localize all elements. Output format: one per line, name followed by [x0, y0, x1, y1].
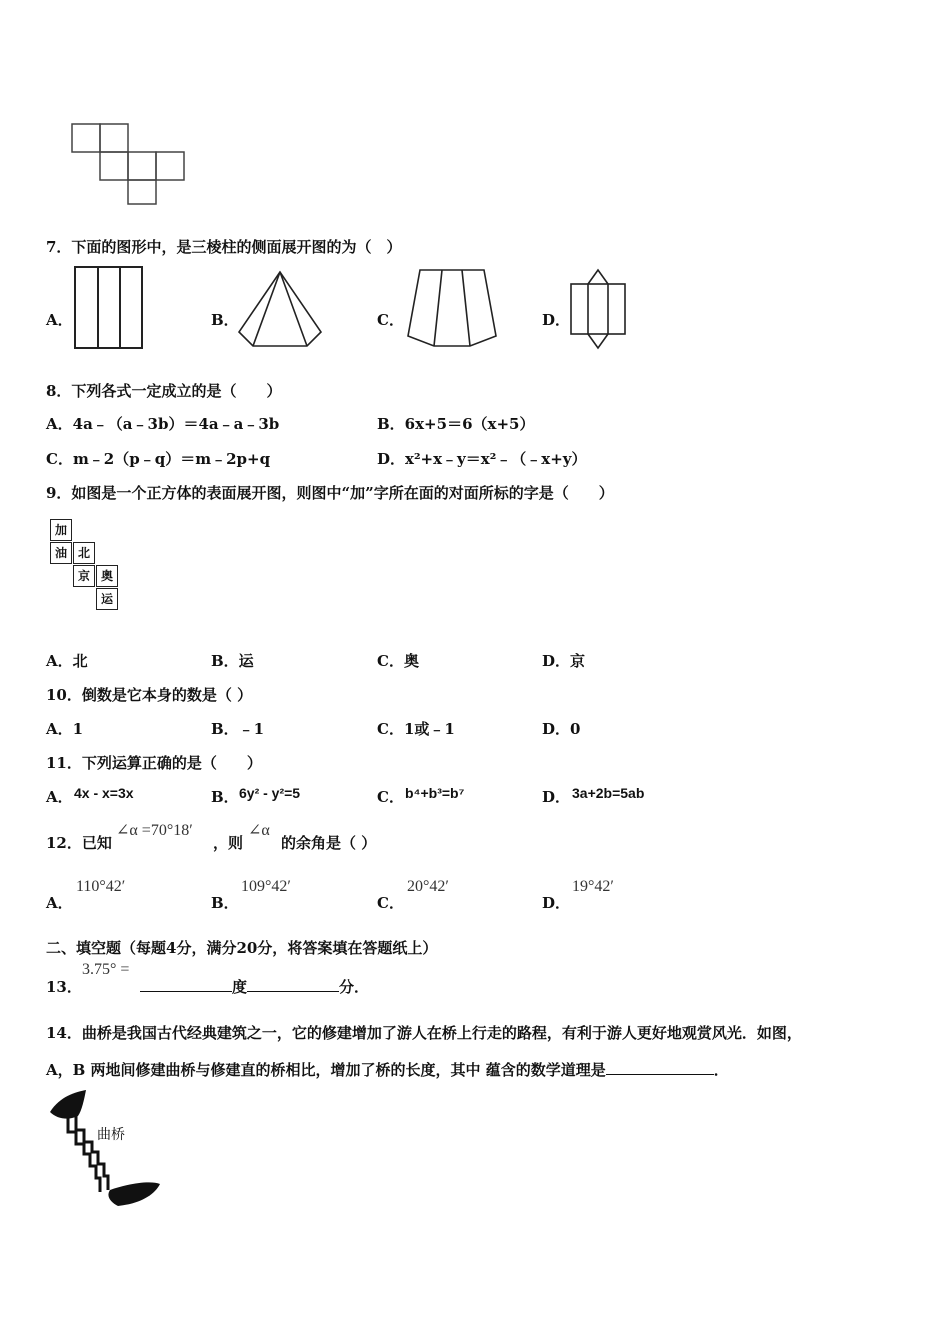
q7-option-c: C． — [377, 311, 404, 329]
q8-stem: 8．下列各式一定成立的是（ ） — [46, 382, 282, 400]
q12-option-d-value: 19°42′ — [572, 878, 614, 895]
q8-option-d: D．x²+x﹣y＝x²﹣（﹣x+y） — [377, 450, 587, 468]
q14-end-mark: ． — [713, 1061, 729, 1079]
q11-option-a: 4x - x=3x — [74, 785, 134, 801]
q14-line-2-text: A，B 两地间修建曲桥与修建直的桥相比，增加了桥的长度，其中 蕴含的数学道理是 — [46, 1061, 606, 1079]
q12-option-a-label: A． — [46, 894, 73, 912]
q8-option-b: B．6x+5＝6（x+5） — [377, 415, 535, 433]
q12-stem-a: 12．已知 — [46, 834, 112, 852]
q7-figure-c — [406, 268, 498, 350]
q7-stem: 7．下面的图形中，是三棱柱的侧面展开图的为（ ） — [46, 238, 402, 256]
q14-line-1: 14．曲桥是我国古代经典建筑之一，它的修建增加了游人在桥上行走的路程，有利于游人更好地观赏风光．如图， — [46, 1024, 802, 1042]
q12-option-b-value: 109°42′ — [241, 878, 291, 895]
q11-stem: 11．下列运算正确的是（ ） — [46, 754, 262, 772]
q12-option-c-label: C． — [377, 894, 404, 912]
net-cell-jia: 加 — [50, 519, 72, 541]
q12-option-d-label: D． — [542, 894, 571, 912]
q11-option-d: 3a+2b=5ab — [572, 785, 645, 801]
q13-expr: 3.75° = — [82, 961, 130, 978]
q10-option-c: C．1或﹣1 — [377, 720, 455, 738]
q10-option-b: B．﹣1 — [211, 720, 265, 738]
q11-option-a-label: A． — [46, 788, 73, 806]
q7-figure-a — [74, 266, 144, 350]
q9-stem: 9．如图是一个正方体的表面展开图，则图中“加”字所在面的对面所标的字是（ ） — [46, 484, 614, 502]
q13-blank-minute[interactable] — [247, 977, 339, 992]
q14-answer-blank[interactable] — [606, 1060, 714, 1075]
q12-stem-b: ，则 — [213, 834, 244, 852]
q7-option-d: D． — [542, 311, 571, 329]
q9-option-a: A．北 — [46, 652, 88, 670]
q12-option-a-value: 110°42′ — [76, 878, 126, 895]
q11-option-b-label: B． — [211, 788, 239, 806]
q13-number: 13． — [46, 978, 82, 996]
q12-option-b-label: B． — [211, 894, 239, 912]
q12-angle-symbol: ∠α — [248, 822, 270, 839]
q7-figure-b — [237, 270, 323, 350]
q10-option-d: D．0 — [542, 720, 581, 738]
q7-option-b: B． — [211, 311, 239, 329]
q12-angle-expr: ∠α =70°18′ — [116, 822, 193, 839]
section-2-title: 二、填空题（每题4分，满分20分，将答案填在答题纸上） — [46, 939, 438, 957]
q8-option-a: A．4a﹣（a﹣3b）＝4a﹣a﹣3b — [46, 415, 280, 433]
q13-unit-minute: 分． — [339, 978, 370, 996]
q9-option-d: D．京 — [542, 652, 586, 670]
q7-figure-d — [570, 268, 628, 350]
q12-stem-c: 的余角是（ ） — [281, 834, 377, 852]
cube-net-figure — [72, 124, 186, 206]
q9-option-c: C．奥 — [377, 652, 419, 670]
q14-figure-label: 曲桥 — [97, 1127, 125, 1143]
net-cell-jing: 京 — [73, 565, 95, 587]
q9-option-b: B．运 — [211, 652, 254, 670]
q8-option-c: C．m﹣2（p﹣q）＝m﹣2p+q — [46, 450, 271, 468]
q11-option-d-label: D． — [542, 788, 571, 806]
net-cell-ao: 奥 — [96, 565, 118, 587]
q7-option-a: A． — [46, 311, 73, 329]
q13-answer-line — [140, 976, 369, 997]
q13-unit-degree: 度 — [232, 978, 248, 996]
q12-option-c-value: 20°42′ — [407, 878, 449, 895]
q14-line-2 — [46, 1059, 729, 1080]
net-cell-you: 油 — [50, 542, 72, 564]
q10-option-a: A．1 — [46, 720, 84, 738]
q11-option-b: 6y² - y²=5 — [239, 785, 301, 801]
q11-option-c-label: C． — [377, 788, 404, 806]
q13-blank-degree[interactable] — [140, 977, 232, 992]
net-cell-bei: 北 — [73, 542, 95, 564]
net-cell-yun: 运 — [96, 588, 118, 610]
q14-bridge-figure — [46, 1090, 164, 1210]
q10-stem: 10．倒数是它本身的数是（ ） — [46, 686, 253, 704]
q11-option-c: b⁴+b³=b⁷ — [405, 785, 465, 801]
